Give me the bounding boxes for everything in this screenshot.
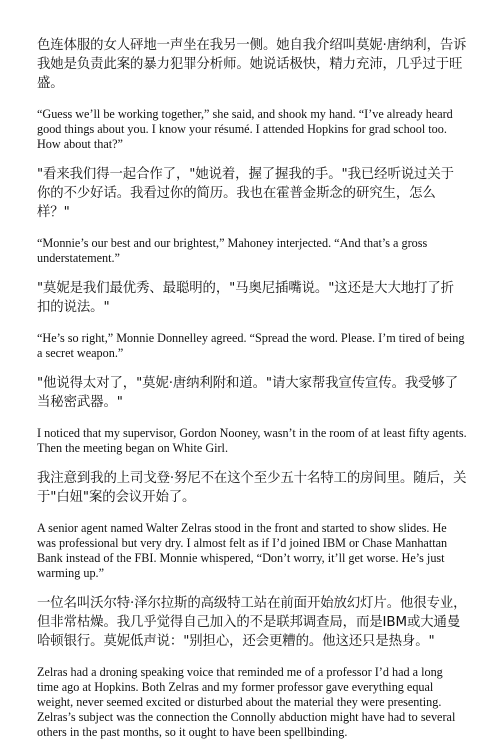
paragraph-en-5: A senior agent named Walter Zelras stood in the front and started to show slides. He was professional but very dry. I almost felt as if I’d joined IBM or Chase Manhattan Bank instead of the FBI. Monnie whispered, “Don’t worry, it’ll get worse. He’s just warming up.”: [37, 521, 448, 580]
paragraph-zh-4: "他说得太对了，"莫妮·唐纳利附和道。"请大家帮我宣传宣传。我受够了当秘密武器。": [37, 376, 459, 410]
paragraph-zh-1: 色连体服的女人砰地一声坐在我另一侧。她自我介绍叫莫妮·唐纳利，告诉我她是负责此案的暴力犯罪分析师。她说话极快，精力充沛，几乎过于旺盛。: [37, 38, 467, 91]
paragraph-zh-5: 我注意到我的上司戈登·努尼不在这个至少五十名特工的房间里。随后，关于"白妞"案的会议开始了。: [37, 471, 467, 505]
paragraph-en-1: “Guess we’ll be working together,” she said, and shook my hand. “I’ve already heard good things about you. I know your résumé. I attended Hopkins for grad school too. How about that?”: [37, 107, 453, 151]
paragraph-en-4: I noticed that my supervisor, Gordon Nooney, wasn’t in the room of at least fifty agents. Then the meeting began on White Girl.: [37, 426, 467, 455]
paragraph-zh-2: "看来我们得一起合作了，"她说着，握了握我的手。"我已经听说过关于你的不少好话。我看过你的简历。我也在霍普金斯念的研究生，怎么样？": [37, 167, 454, 220]
paragraph-en-2: “Monnie’s our best and our brightest,” Mahoney interjected. “And that’s a gross understatement.”: [37, 236, 428, 265]
paragraph-zh-6: 一位名叫沃尔特·泽尔拉斯的高级特工站在前面开始放幻灯片。他很专业，但非常枯燥。我几乎觉得自己加入的不是联邦调查局，而是IBM或大通曼哈顿银行。莫妮低声说："别担心，还会更糟的。他这还只是热身。": [37, 596, 467, 649]
paragraph-en-3: “He’s so right,” Monnie Donnelley agreed. “Spread the word. Please. I’m tired of being a secret weapon.”: [37, 331, 465, 360]
paragraph-en-6: Zelras had a droning speaking voice that reminded me of a professor I’d had a long time ago at Hopkins. Both Zelras and my former professor gave everything equal weight, never seemed excited or disturbed about the material they were presenting. Zelras’s subject was the connection the Connolly abduction might have had to several others in the past months, so it ought to have been spellbinding.: [37, 665, 456, 739]
paragraph-zh-3: "莫妮是我们最优秀、最聪明的，"马奥尼插嘴说。"这还是大大地打了折扣的说法。": [37, 281, 454, 315]
document-page: [37, 36, 467, 740]
